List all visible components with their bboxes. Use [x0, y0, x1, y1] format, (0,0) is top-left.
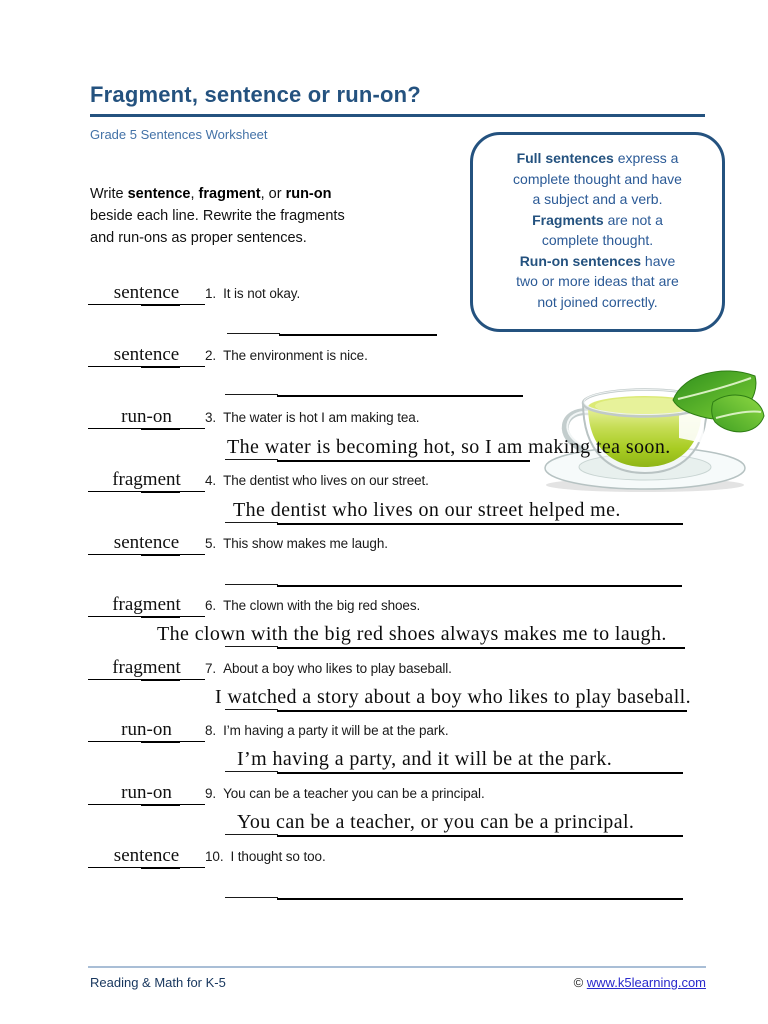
rewrite-line-7[interactable]: [215, 686, 692, 712]
item-number-2: 2.: [205, 348, 217, 363]
rewrite-answer-9: You can be a teacher, or you can be a principal.: [237, 811, 635, 833]
classification-answer-6: fragment: [112, 594, 181, 615]
rewrite-answer-3: The water is becoming hot, so I am making tea soon.: [227, 436, 671, 458]
instruction-term-sentence: sentence: [127, 186, 191, 202]
classification-answer-1: sentence: [113, 282, 180, 303]
item-number-5: 5.: [205, 536, 217, 551]
rewrite-line-1[interactable]: [227, 333, 437, 336]
footer-credit: [574, 975, 706, 990]
classification-answer-10: sentence: [113, 845, 180, 866]
footer-divider: [88, 966, 706, 968]
classification-answer-7: fragment: [112, 657, 181, 678]
rewrite-answer-8: I’m having a party, and it will be at the park.: [237, 748, 613, 770]
item-number-7: 7.: [205, 661, 217, 676]
item-number-4: 4.: [205, 473, 217, 488]
classification-field-6[interactable]: [88, 594, 205, 617]
rewrite-line-3[interactable]: [225, 436, 671, 462]
worksheet-item-3: [0, 406, 768, 433]
worksheet-item-8: [0, 719, 768, 746]
classification-answer-4: fragment: [112, 469, 181, 490]
title-divider: [90, 114, 705, 117]
rewrite-line-5[interactable]: [225, 584, 682, 587]
worksheet-item-4: [0, 469, 768, 496]
worksheet-item-2: [0, 344, 768, 371]
rewrite-line-10[interactable]: [225, 897, 683, 900]
instruction-term-runon: run-on: [285, 186, 332, 202]
item-text-9: You can be a teacher you can be a principal.: [223, 786, 485, 801]
worksheet-item-7: [0, 657, 768, 684]
classification-field-1[interactable]: [88, 282, 205, 305]
rewrite-line-2[interactable]: [225, 394, 523, 397]
classification-answer-9: run-on: [121, 782, 172, 803]
item-text-6: The clown with the big red shoes.: [223, 598, 421, 613]
rewrite-answer-4: The dentist who lives on our street helped me.: [233, 499, 621, 521]
rewrite-line-8[interactable]: [225, 748, 683, 774]
worksheet-item-6: [0, 594, 768, 621]
item-number-6: 6.: [205, 598, 217, 613]
item-text-3: The water is hot I am making tea.: [223, 410, 420, 425]
classification-answer-8: run-on: [121, 719, 172, 740]
item-text-10: I thought so too.: [230, 849, 326, 864]
item-number-8: 8.: [205, 723, 217, 738]
k5learning-link[interactable]: www.k5learning.com: [586, 975, 706, 990]
rewrite-line-6[interactable]: [157, 623, 685, 649]
classification-field-5[interactable]: [88, 532, 205, 555]
item-text-2: The environment is nice.: [223, 348, 368, 363]
page-title: Fragment, sentence or run-on?: [90, 82, 421, 107]
item-number-3: 3.: [205, 410, 217, 425]
rewrite-line-4[interactable]: [225, 499, 683, 525]
rewrite-answer-6: The clown with the big red shoes always makes me to laugh.: [157, 623, 667, 645]
classification-field-2[interactable]: [88, 344, 205, 367]
instruction-term-fragment: fragment: [198, 186, 261, 202]
worksheet-item-9: [0, 782, 768, 809]
item-text-7: About a boy who likes to play baseball.: [223, 661, 452, 676]
classification-answer-5: sentence: [113, 532, 180, 553]
rewrite-answer-7: I watched a story about a boy who likes to play baseball.: [215, 686, 692, 708]
copyright-symbol: ©: [573, 975, 587, 990]
instruction-segment: Write: [90, 186, 128, 202]
worksheet-subtitle: Grade 5 Sentences Worksheet: [90, 127, 268, 142]
definitions-callout-box: Full sentences express a complete thought and have a subject and a verb. Fragments are not a complete thought. Run-on sentences have two or more ideas that are not joined correctly.: [470, 132, 725, 332]
item-number-1: 1.: [205, 286, 217, 301]
item-text-4: The dentist who lives on our street.: [223, 473, 429, 488]
classification-field-7[interactable]: [88, 657, 205, 680]
instructions-text: Write sentence, fragment, or run-on beside each line. Rewrite the fragments and run-ons as proper sentences.: [90, 186, 345, 246]
item-text-1: It is not okay.: [223, 286, 301, 301]
classification-field-10[interactable]: [88, 845, 205, 868]
footer-tagline: Reading & Math for K-5: [90, 975, 226, 990]
worksheet-item-5: [0, 532, 768, 559]
rewrite-line-9[interactable]: [225, 811, 683, 837]
item-number-10: 10.: [205, 849, 224, 864]
classification-field-8[interactable]: [88, 719, 205, 742]
item-number-9: 9.: [205, 786, 217, 801]
item-text-8: I’m having a party it will be at the park.: [223, 723, 449, 738]
worksheet-item-10: [0, 845, 768, 872]
classification-answer-3: run-on: [121, 406, 172, 427]
classification-field-9[interactable]: [88, 782, 205, 805]
worksheet-item-1: [0, 282, 768, 309]
classification-field-4[interactable]: [88, 469, 205, 492]
classification-field-3[interactable]: [88, 406, 205, 429]
item-text-5: This show makes me laugh.: [223, 536, 388, 551]
classification-answer-2: sentence: [113, 344, 180, 365]
